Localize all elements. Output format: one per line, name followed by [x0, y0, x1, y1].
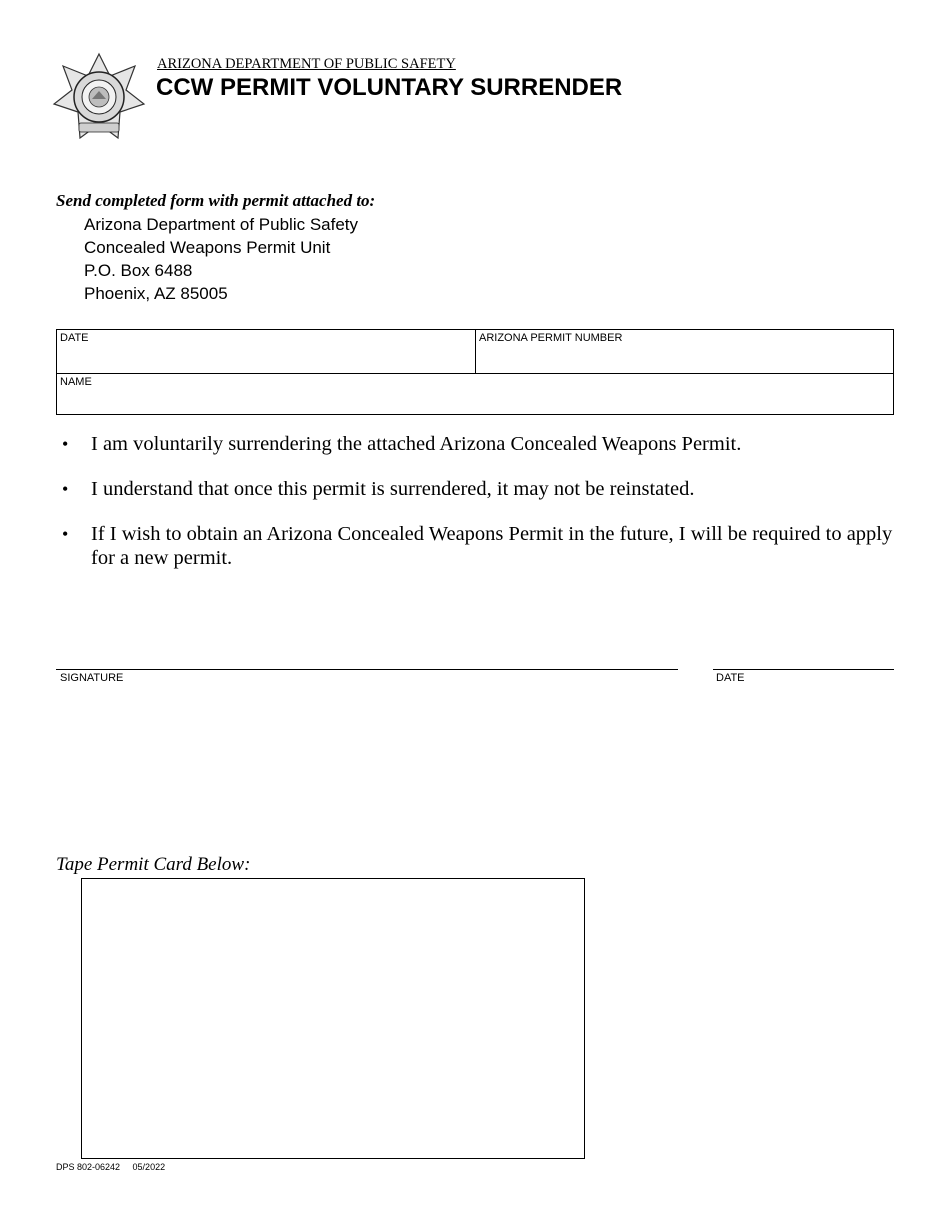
statement-item: • I am voluntarily surrendering the attached Arizona Concealed Weapons Permit. — [56, 432, 896, 456]
form-title: CCW PERMIT VOLUNTARY SURRENDER — [156, 74, 623, 101]
name-field-label: NAME — [60, 376, 92, 388]
applicant-info-table — [56, 329, 894, 415]
date-field-label: DATE — [60, 332, 89, 344]
statement-item: • If I wish to obtain an Arizona Concealed Weapons Permit in the future, I will be required to apply for a new permit. — [56, 522, 896, 570]
form-number: DPS 802-06242 05/2022 — [56, 1162, 166, 1172]
address-line: Phoenix, AZ 85005 — [84, 284, 228, 303]
address-line: Concealed Weapons Permit Unit — [84, 238, 331, 257]
mailing-address — [84, 213, 358, 305]
signature-date-field[interactable] — [713, 669, 894, 670]
agency-name: ARIZONA DEPARTMENT OF PUBLIC SAFETY — [157, 56, 456, 72]
signature-field[interactable] — [56, 669, 678, 670]
address-line: Arizona Department of Public Safety — [84, 215, 359, 234]
address-line: P.O. Box 6488 — [84, 261, 193, 280]
permit-number-field[interactable] — [476, 330, 893, 374]
tape-permit-label: Tape Permit Card Below: — [56, 854, 251, 875]
name-field[interactable] — [57, 374, 893, 414]
statement-item: • I understand that once this permit is surrendered, it may not be reinstated. — [56, 477, 896, 501]
dps-badge-logo — [52, 52, 146, 142]
statement-list — [56, 432, 896, 591]
date-field[interactable] — [57, 330, 476, 374]
mailing-heading: Send completed form with permit attached to: — [56, 191, 376, 210]
tape-permit-box — [81, 878, 585, 1159]
signature-date-label: DATE — [716, 672, 745, 684]
permit-number-field-label: ARIZONA PERMIT NUMBER — [479, 332, 623, 344]
signature-label: SIGNATURE — [60, 672, 124, 684]
